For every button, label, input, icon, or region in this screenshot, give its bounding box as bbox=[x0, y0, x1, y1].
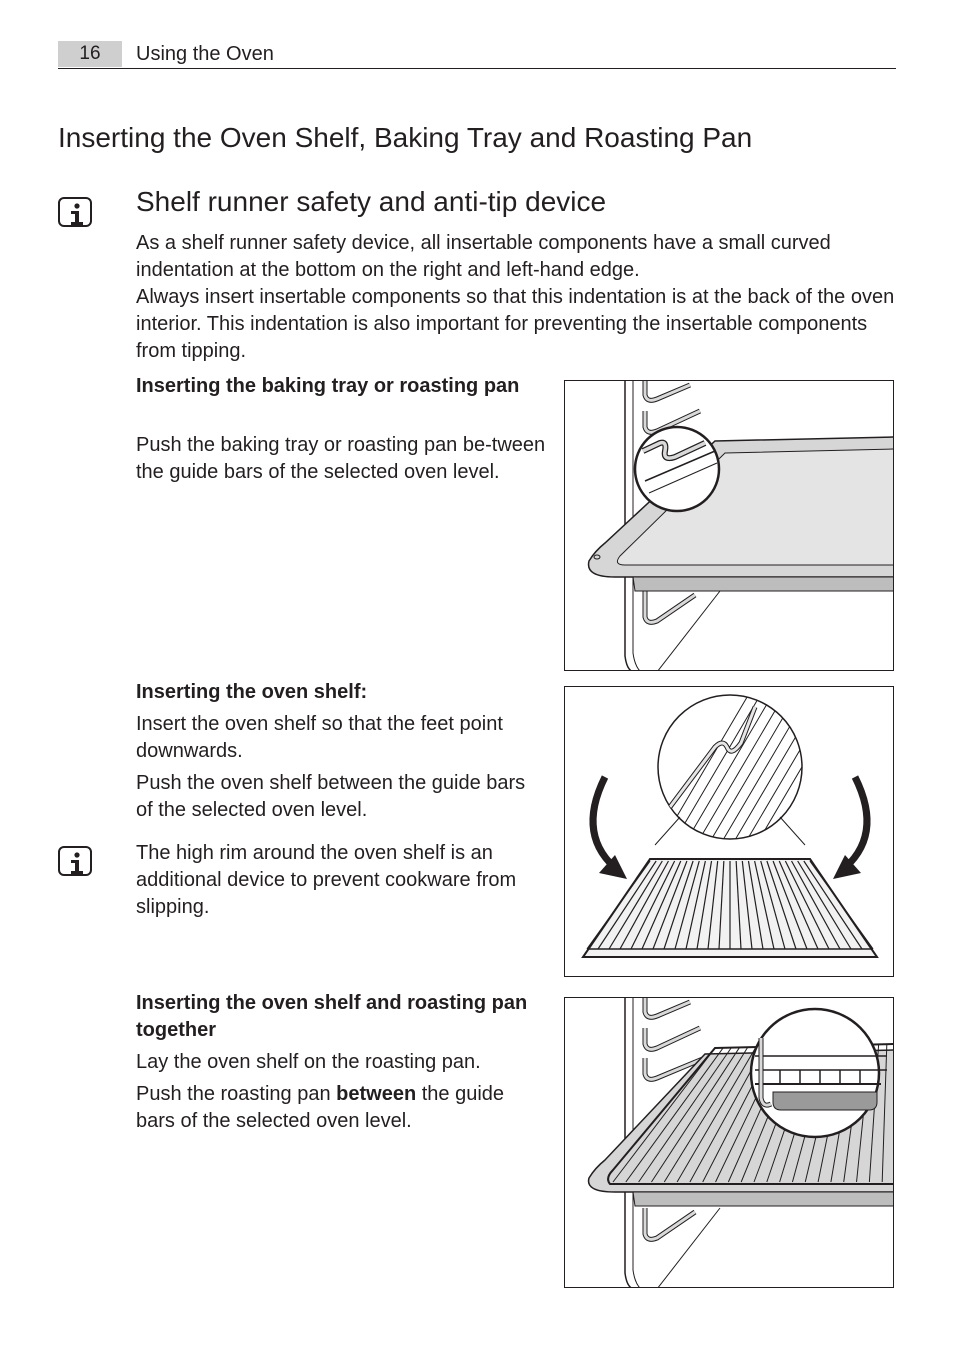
oven-shelf-text-1: Insert the oven shelf so that the feet point downwards. bbox=[136, 713, 503, 762]
oven-shelf-text-2: Push the oven shelf between the guide bars of the selected oven level. bbox=[136, 772, 526, 821]
shelf-and-pan-illustration bbox=[564, 997, 894, 1288]
together-text-2-emphasis: between bbox=[336, 1083, 417, 1105]
intro-text bbox=[136, 230, 896, 365]
intro-paragraph-1: As a shelf runner safety device, all insertable components have a small curved indentation at the bottom on the right and left-hand edge. bbox=[136, 232, 831, 281]
oven-shelf-heading: Inserting the oven shelf: bbox=[136, 681, 368, 703]
info-icon bbox=[58, 197, 92, 227]
info-icon bbox=[58, 846, 92, 876]
oven-shelf-illustration bbox=[564, 686, 894, 977]
running-header: Using the Oven bbox=[136, 43, 274, 65]
page-number: 16 bbox=[58, 41, 122, 67]
oven-shelf-note: The high rim around the oven shelf is an additional device to prevent cookware from slipping. bbox=[136, 842, 517, 918]
page-title: Inserting the Oven Shelf, Baking Tray and Roasting Pan bbox=[58, 122, 753, 153]
baking-tray-text: Push the baking tray or roasting pan be-tween the guide bars of the selected oven level. bbox=[136, 434, 546, 483]
together-text-2-end: the guide bars of the selected oven level. bbox=[136, 1083, 505, 1132]
section-heading: Shelf runner safety and anti-tip device bbox=[136, 186, 607, 217]
together-text-2-start: Push the roasting pan bbox=[136, 1083, 337, 1105]
baking-tray-heading: Inserting the baking tray or roasting pan bbox=[136, 375, 520, 397]
together-heading: Inserting the oven shelf and roasting pan together bbox=[136, 992, 528, 1041]
intro-paragraph-2: Always insert insertable components so that this indentation is at the back of the oven interior. This indentation is also important for preventing the insertable components from tipping. bbox=[136, 286, 895, 362]
baking-tray-illustration bbox=[564, 380, 894, 671]
together-text-1: Lay the oven shelf on the roasting pan. bbox=[136, 1051, 481, 1073]
together-text-2 bbox=[136, 1081, 546, 1135]
header-rule bbox=[58, 68, 896, 69]
